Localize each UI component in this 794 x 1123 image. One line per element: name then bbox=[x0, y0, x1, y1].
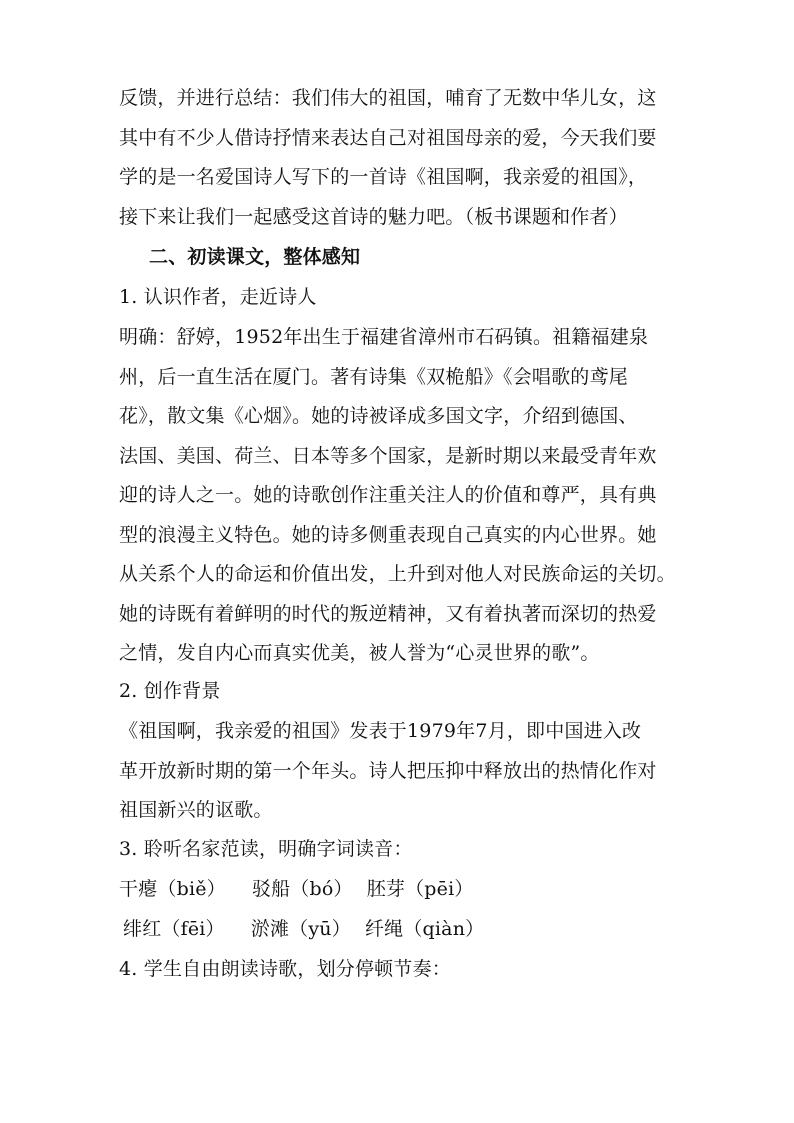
author-paragraph bbox=[119, 318, 679, 674]
author-line-5: 迎的诗人之一。她的诗歌创作注重关注人的价值和尊严，具有典 bbox=[119, 484, 657, 506]
vocab-row-1 bbox=[119, 870, 679, 910]
vocab-word: 驳船（bó） bbox=[251, 878, 353, 900]
subsection-1-title bbox=[119, 278, 679, 318]
background-line-3: 祖国新兴的讴歌。 bbox=[119, 799, 273, 821]
vocab-row-1-line bbox=[119, 870, 679, 910]
author-line-2: 州，后一直生活在厦门。著有诗集《双桅船》《会唱歌的鸢尾 bbox=[119, 365, 628, 388]
vocab-row-2 bbox=[119, 910, 683, 950]
subsection-4-title bbox=[119, 950, 679, 990]
vocab-word: 胚芽（pēi） bbox=[366, 878, 474, 900]
subsection-3-title-text: 3. 聆听名家范读，明确字词读音： bbox=[119, 838, 413, 860]
background-line-1: 《祖国啊，我亲爱的祖国》发表于1979年7月，即中国进入改 bbox=[119, 720, 642, 742]
subsection-1-title-text: 1. 认识作者，走近诗人 bbox=[119, 286, 317, 308]
vocab-word: 干瘪（biě） bbox=[119, 878, 226, 900]
author-line-6: 型的浪漫主义特色。她的诗多侧重表现自己真实的内心世界。她 bbox=[119, 523, 657, 546]
author-line-7: 从关系个人的命运和价值出发，上升到对他人对民族命运的关切。 bbox=[119, 563, 676, 585]
intro-line-2: 其中有不少人借诗抒情来表达自己对祖国母亲的爱，今天我们要 bbox=[119, 126, 657, 149]
section-heading bbox=[119, 238, 679, 278]
subsection-3-title bbox=[119, 830, 679, 870]
vocab-word: 淤滩（yū） bbox=[250, 918, 351, 940]
author-line-9: 之情，发自内心而真实优美，被人誉为“心灵世界的歌”。 bbox=[119, 642, 600, 664]
subsection-2-title bbox=[119, 672, 679, 712]
author-line-8: 她的诗既有着鲜明的时代的叛逆精神，又有着执著而深切的热爱 bbox=[119, 602, 657, 625]
intro-line-1: 反馈，并进行总结：我们伟大的祖国，哺育了无数中华儿女，这 bbox=[119, 87, 657, 109]
subsection-2-title-text: 2. 创作背景 bbox=[119, 680, 221, 702]
section-heading-text: 二、初读课文，整体感知 bbox=[149, 246, 361, 268]
intro-paragraph bbox=[119, 79, 679, 237]
intro-line-3: 学的是一名爱国诗人写下的一首诗《祖国啊，我亲爱的祖国》， bbox=[119, 166, 648, 188]
vocab-row-2-line bbox=[123, 910, 683, 950]
vocab-word: 绯红（fēi） bbox=[123, 918, 225, 940]
vocab-word: 纤绳（qiàn） bbox=[364, 918, 485, 940]
author-line-3: 花》，散文集《心烟》。她的诗被译成多国文字，介绍到德国、 bbox=[119, 405, 638, 427]
background-line-2: 革开放新时期的第一个年头。诗人把压抑中释放出的热情化作对 bbox=[119, 759, 657, 782]
author-line-4: 法国、美国、荷兰、日本等多个国家，是新时期以来最受青年欢 bbox=[119, 444, 657, 467]
author-line-1: 明确：舒婷，1952年出生于福建省漳州市石码镇。祖籍福建泉 bbox=[119, 326, 649, 348]
intro-line-4: 接下来让我们一起感受这首诗的魅力吧。（板书课题和作者） bbox=[119, 205, 628, 228]
subsection-4-title-text: 4. 学生自由朗读诗歌，划分停顿节奏： bbox=[119, 958, 451, 980]
background-paragraph bbox=[119, 712, 679, 831]
